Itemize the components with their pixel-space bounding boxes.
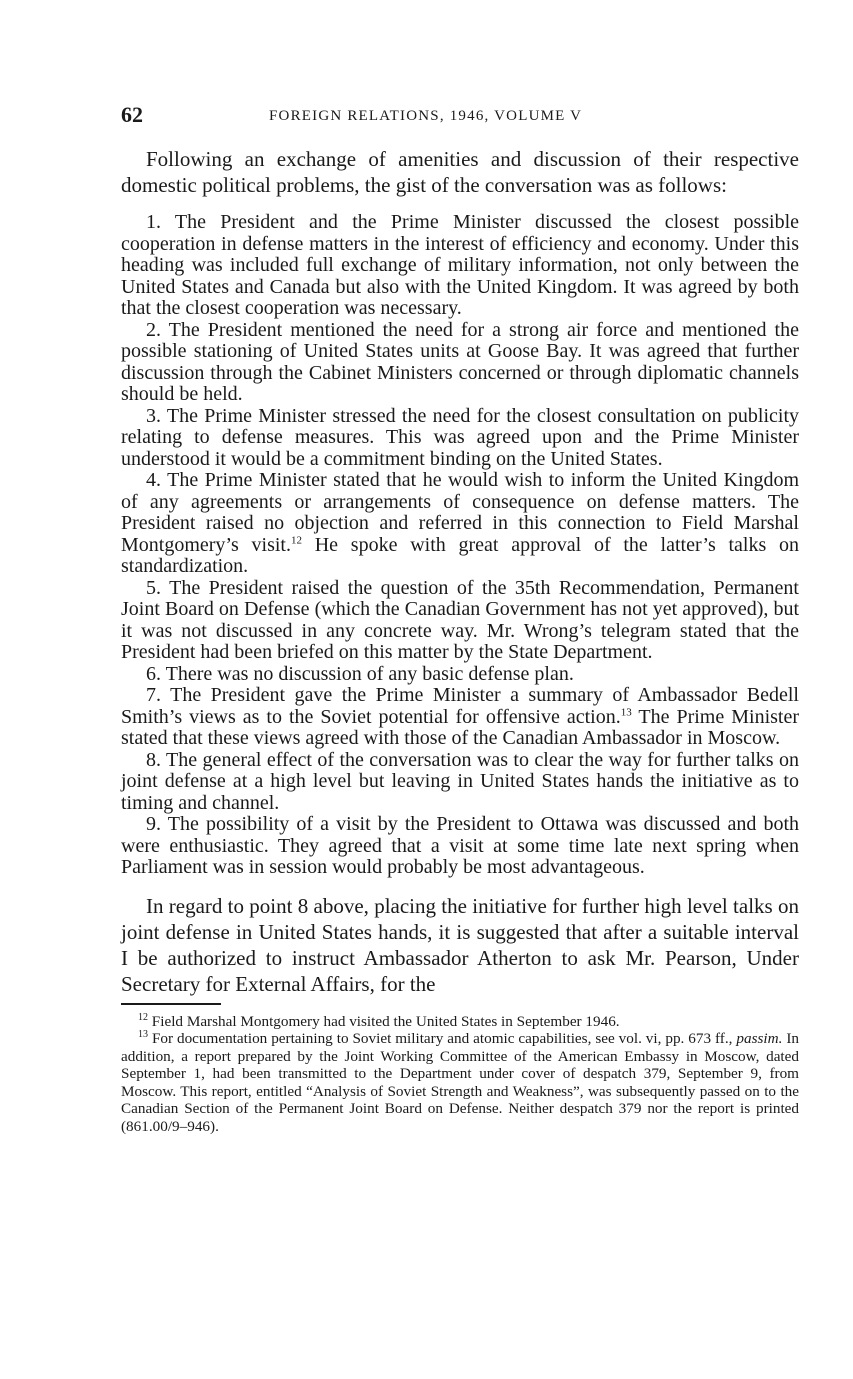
footnote-ref-13[interactable]: 13 xyxy=(620,705,632,718)
intro-paragraph: Following an exchange of amenities and discussion of their respective domestic political problems, the gist of the conversation was as follows: xyxy=(121,147,799,197)
page-header xyxy=(121,100,799,130)
document-page xyxy=(121,100,799,1135)
footnote-ref-12[interactable]: 12 xyxy=(290,533,302,546)
page-number: 62 xyxy=(121,102,143,127)
point-2: 2. The President mentioned the need for a strong air force and mentioned the possible stationing of United States units at Goose Bay. It was agreed that further discussion through the Cabinet Ministers concerned or through diplomatic channels should be held. xyxy=(121,318,799,405)
footnote-divider xyxy=(121,1003,221,1005)
footnotes xyxy=(121,1013,799,1136)
footnote-13-italic: passim. xyxy=(736,1030,783,1047)
point-7-text-cont: The Prime Minister stated that these views agreed with those of the Canadian Ambassador in Moscow. xyxy=(121,705,799,749)
point-8: 8. The general effect of the conversation was to clear the way for further talks on joint defense at a high level but leaving in United States hands the initiative as to timing and channel. xyxy=(121,748,799,814)
point-9: 9. The possibility of a visit by the President to Ottawa was discussed and both were enthusiastic. They agreed that a visit at some time late next spring when Parliament was in session would probably be most advantageous. xyxy=(121,813,799,878)
point-4 xyxy=(121,470,799,578)
footnote-12 xyxy=(121,1013,799,1031)
footnote-13-text-cont: In addition, a report prepared by the Joint Working Committee of the American Embassy in Moscow, dated September 1, had been transmitted to the Department under cover of despatch 379, September 9, from Moscow. This report, entitled “Analysis of Soviet Strength and Weakness”, was subsequently passed on to the Canadian Section of the Permanent Joint Board on Defense. Neither despatch 379 nor the report is printed (861.00/9–946). xyxy=(121,1030,800,1135)
point-5: 5. The President raised the question of the 35th Recommendation, Permanent Joint Board on Defense (which the Canadian Government has not yet approved), but it was not discussed in any concrete way. Mr. Wrong’s telegram stated that the President had been briefed on this matter by the State Department. xyxy=(121,576,799,663)
point-3: 3. The Prime Minister stressed the need for the closest consultation on publicity relating to defense measures. This was agreed upon and the Prime Minister understood it would be a commitment binding on the United States. xyxy=(121,404,799,470)
point-7 xyxy=(121,685,799,750)
footnote-13-text: For documentation pertaining to Soviet military and atomic capabilities, see vol. vi, pp. 673 ff., xyxy=(151,1030,737,1047)
point-4-text: 4. The Prime Minister stated that he would wish to inform the United Kingdom of any agreements or arrangements of consequence on defense matters. The President raised no objection and referred in this connection to Field Marshal Montgomery’s visit. xyxy=(121,469,799,556)
footnote-12-marker: 12 xyxy=(138,1011,148,1023)
closing-paragraph: In regard to point 8 above, placing the initiative for further high level talks on joint defense in United States hands, it is suggested that after a suitable interval I be authorized to instruct Ambassador Atherton to ask Mr. Pearson, Under Secretary for External Affairs, for the xyxy=(121,893,799,996)
footnote-13-marker: 13 xyxy=(138,1028,148,1040)
numbered-points xyxy=(121,212,799,879)
point-6: 6. There was no discussion of any basic defense plan. xyxy=(146,662,574,685)
point-7-text: 7. The President gave the Prime Minister a summary of Ambassador Bedell Smith’s views as to the Soviet potential for offensive action. xyxy=(121,684,799,728)
running-head: FOREIGN RELATIONS, 1946, VOLUME V xyxy=(269,108,583,124)
footnote-12-text: Field Marshal Montgomery had visited the United States in September 1946. xyxy=(151,1012,620,1030)
point-1: 1. The President and the Prime Minister discussed the closest possible cooperation in defense matters in the interest of efficiency and economy. Under this heading was included full exchange of military information, not only between the United States and Canada but also with the United Kingdom. It was agreed by both that the closest cooperation was necessary. xyxy=(121,211,799,319)
point-4-text-cont: He spoke with great approval of the latter’s talks on standardization. xyxy=(121,533,799,577)
footnote-13 xyxy=(121,1030,799,1135)
